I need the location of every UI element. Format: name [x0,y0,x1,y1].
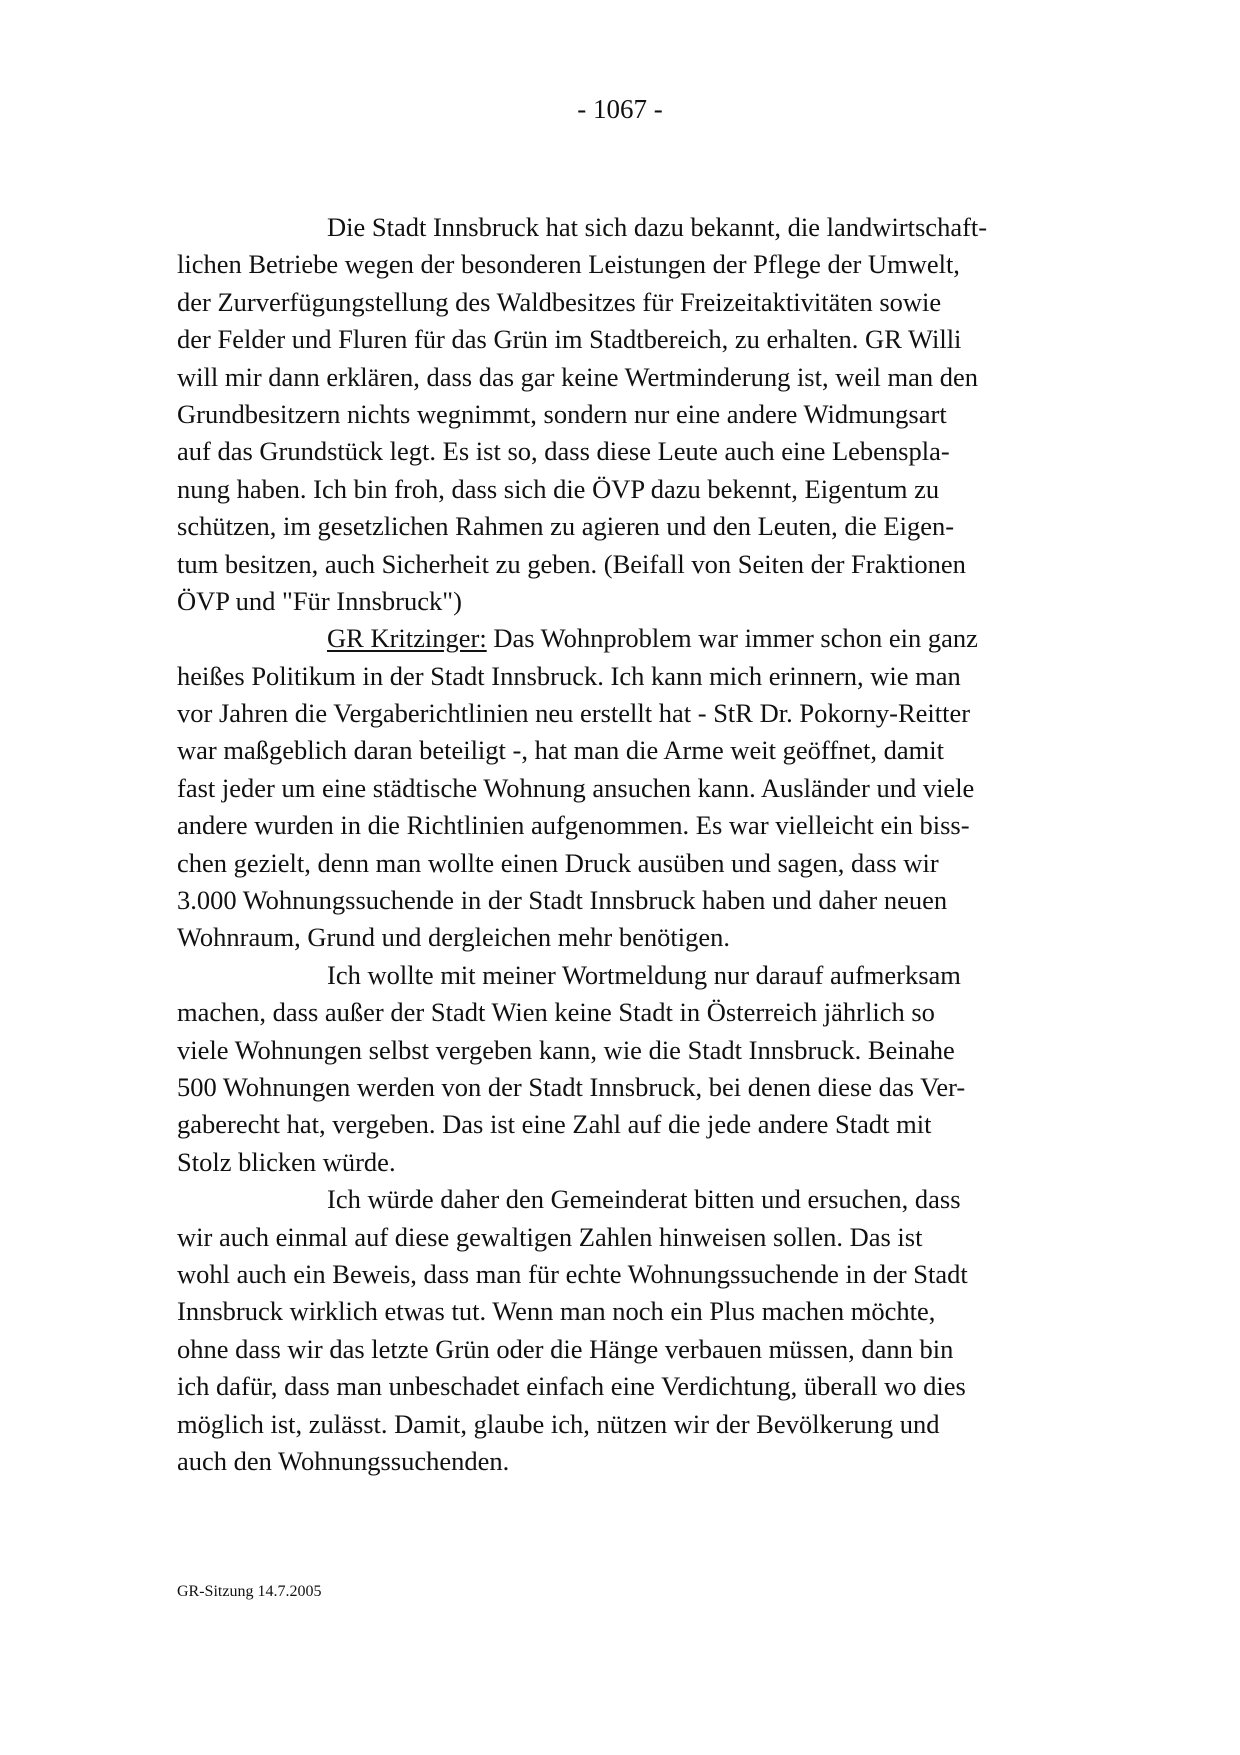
text-line: Ich würde daher den Gemeinderat bitten und ersuchen, dass [327,1184,961,1215]
text-line: auf das Grundstück legt. Es ist so, dass diese Leute auch eine Lebenspla- [177,436,950,467]
text-line: wohl auch ein Beweis, dass man für echte Wohnungssuchende in der Stadt [177,1258,968,1289]
text-line: 3.000 Wohnungssuchende in der Stadt Innsbruck haben und daher neuen [177,885,948,916]
text-line: der Zurverfügungstellung des Waldbesitzes für Freizeitaktivitäten sowie [177,286,942,317]
text-line: auch den Wohnungssuchenden. [177,1445,510,1476]
paragraph-4 [177,1181,1077,1480]
text-line: Die Stadt Innsbruck hat sich dazu bekannt, die landwirtschaft- [327,212,988,242]
body-text [177,209,1077,1480]
text-line: fast jeder um eine städtische Wohnung ansuchen kann. Ausländer und viele [177,772,975,803]
text-line: Innsbruck wirklich etwas tut. Wenn man noch ein Plus machen möchte, [177,1296,936,1327]
text-line: tum besitzen, auch Sicherheit zu geben. (Beifall von Seiten der Fraktionen [177,548,966,579]
text-line: viele Wohnungen selbst vergeben kann, wie die Stadt Innsbruck. Beinahe [177,1034,955,1065]
text-line: gaberecht hat, vergeben. Das ist eine Zahl auf die jede andere Stadt mit [177,1109,932,1140]
text-line: 500 Wohnungen werden von der Stadt Innsbruck, bei denen diese das Ver- [177,1071,966,1102]
text-line: lichen Betriebe wegen der besonderen Leistungen der Pflege der Umwelt, [177,249,960,280]
paragraph-1 [177,209,1077,620]
speaker-name: GR Kritzinger: [327,623,487,654]
text-line: Grundbesitzern nichts wegnimmt, sondern nur eine andere Widmungsart [177,398,947,429]
text-line: will mir dann erklären, dass das gar keine Wertminderung ist, weil man den [177,361,978,392]
speaker-statement-start: Das Wohnproblem war immer schon ein ganz [486,623,978,654]
text-line: andere wurden in die Richtlinien aufgenommen. Es war vielleicht ein biss- [177,810,970,841]
paragraph-2 [177,620,1077,957]
page-number: - 1067 - [577,94,663,124]
text-line: schützen, im gesetzlichen Rahmen zu agieren und den Leuten, die Eigen- [177,511,955,542]
text-line: vor Jahren die Vergaberichtlinien neu erstellt hat - StR Dr. Pokorny-Reitter [177,698,971,729]
text-line: der Felder und Fluren für das Grün im Stadtbereich, zu erhalten. GR Willi [177,324,962,355]
text-line: Stolz blicken würde. [177,1146,396,1177]
text-line: ohne dass wir das letzte Grün oder die Hänge verbauen müssen, dann bin [177,1333,954,1364]
text-line: möglich ist, zulässt. Damit, glaube ich, nützen wir der Bevölkerung und [177,1408,940,1439]
text-line [177,620,1077,657]
text-line: chen gezielt, denn man wollte einen Druck ausüben und sagen, dass wir [177,847,939,878]
text-line: ÖVP und "Für Innsbruck") [177,585,462,616]
text-line: Ich wollte mit meiner Wortmeldung nur darauf aufmerksam [327,959,961,990]
text-line: war maßgeblich daran beteiligt -, hat man die Arme weit geöffnet, damit [177,735,945,766]
text-line: heißes Politikum in der Stadt Innsbruck. Ich kann mich erinnern, wie man [177,660,961,691]
text-line: machen, dass außer der Stadt Wien keine Stadt in Österreich jährlich so [177,997,935,1028]
text-line: Wohnraum, Grund und dergleichen mehr benötigen. [177,922,730,953]
text-line: ich dafür, dass man unbeschadet einfach eine Verdichtung, überall wo dies [177,1371,966,1402]
paragraph-3 [177,957,1077,1181]
text-line: wir auch einmal auf diese gewaltigen Zahlen hinweisen sollen. Das ist [177,1221,923,1252]
text-line: nung haben. Ich bin froh, dass sich die ÖVP dazu bekennt, Eigentum zu [177,473,940,504]
footer-session-date: GR-Sitzung 14.7.2005 [177,1583,322,1600]
